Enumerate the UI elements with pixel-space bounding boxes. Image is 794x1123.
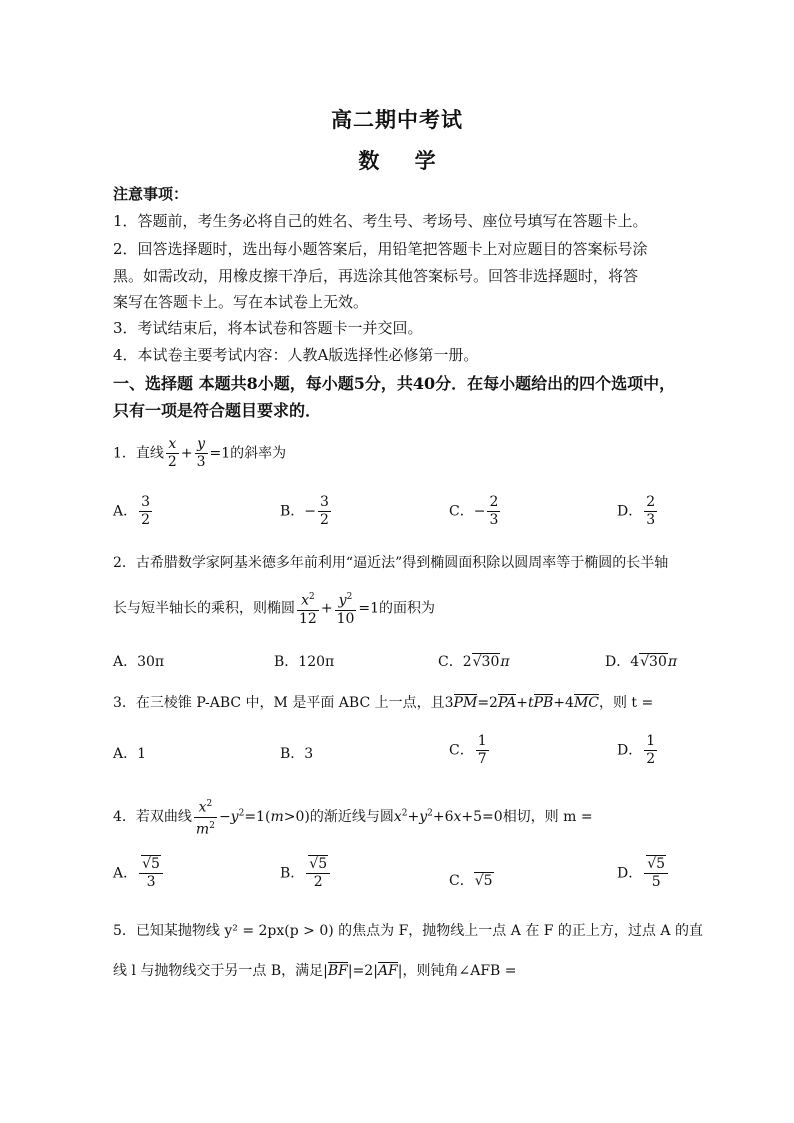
q1-suffix: 的斜率为 [230,445,287,462]
q3-option-d: D． $\frac{1}{2}$ [617,733,656,767]
notice-line-3: 黑。如需改动，用橡皮擦干净后，再选涂其他答案标号。回答非选择题时，将答 [113,267,639,285]
q2-option-d: D．4√30π [605,654,678,670]
q4-option-c: C．√5 [449,873,493,889]
q2-option-c: C．2√30π [438,654,510,670]
q2-option-b: B．120π [274,654,335,670]
q1-frac-y: $\frac{y}{3}$ [196,436,206,470]
q4-option-a: A． $\frac{√5}{3}$ [113,856,165,891]
notice-line-1: 1．答题前，考生务必将自己的姓名、考生号、考场号、座位号填写在答题卡上。 [113,212,648,230]
subject-title: 数 学 [358,148,436,173]
q1-option-a: A． $\frac{3}{2}$ [113,494,151,528]
q1-option-b: B．− $\frac{3}{2}$ [280,494,329,528]
question-3: 3．在三棱锥 P-ABC 中，M 是平面 ABC 上一点，且3PM=2PA+tPB+4MC，则 t = [113,695,654,711]
exam-title: 高二期中考试 [331,107,463,132]
q2-option-a: A．30π [113,654,165,670]
q3-option-b: B．3 [280,746,314,762]
section-heading-line-2: 只有一项是符合题目要求的． [113,401,322,420]
notice-line-6: 4．本试卷主要考试内容：人教A版选择性必修第一册。 [113,346,479,364]
notice-line-4: 案写在答题卡上。写在本试卷上无效。 [113,293,369,311]
question-1: 1．直线 $\frac{x}{2}$ + $\frac{y}{3}$ =1的斜率为 [113,436,287,470]
question-5-line-1: 5．已知某抛物线 y² = 2px(p > 0) 的焦点为 F，抛物线上一点 A 在 F 的正上方，过点 A 的直 [113,923,703,939]
notice-line-2: 2．回答选择题时，选出每小题答案后，用铅笔把答题卡上对应题目的答案标号涂 [113,240,648,258]
notice-heading: 注意事项： [113,185,189,203]
question-2-line-2: 长与短半轴长的乘积，则椭圆 $\frac{x^2}{12}$ + $\frac{y^2}{10}$ =1的面积为 [113,589,435,628]
question-5-line-2: 线 l 与抛物线交于另一点 B，满足|BF|=2|AF|，则钝角∠AFB = [113,963,517,979]
question-4: 4．若双曲线 $\frac{x^2}{m^2}$ $-y^2=1(m>0)$的渐近线与圆$x^2+y^2+6x+5=0$相切，则 m = [113,796,593,838]
notice-line-5: 3．考试结束后，将本试卷和答题卡一并交回。 [113,319,423,337]
question-2-line-1: 2．古希腊数学家阿基米德多年前利用“逼近法”得到椭圆面积除以圆周率等于椭圆的长半轴 [113,555,669,571]
q3-option-c: C． $\frac{1}{7}$ [449,733,487,767]
q4-option-d: D． $\frac{√5}{5}$ [617,856,670,891]
q1-option-c: C．− $\frac{2}{3}$ [449,494,499,528]
q4-option-b: B． $\frac{√5}{2}$ [280,856,332,891]
q1-option-d: D． $\frac{2}{3}$ [617,494,656,528]
q1-frac-x: $\frac{x}{2}$ [167,436,177,470]
section-heading-line-1: 一、选择题 本题共8小题，每小题5分，共40分．在每小题给出的四个选项中， [113,374,676,393]
q3-option-a: A．1 [113,746,147,762]
q1-prefix: 1．直线 [113,445,164,462]
